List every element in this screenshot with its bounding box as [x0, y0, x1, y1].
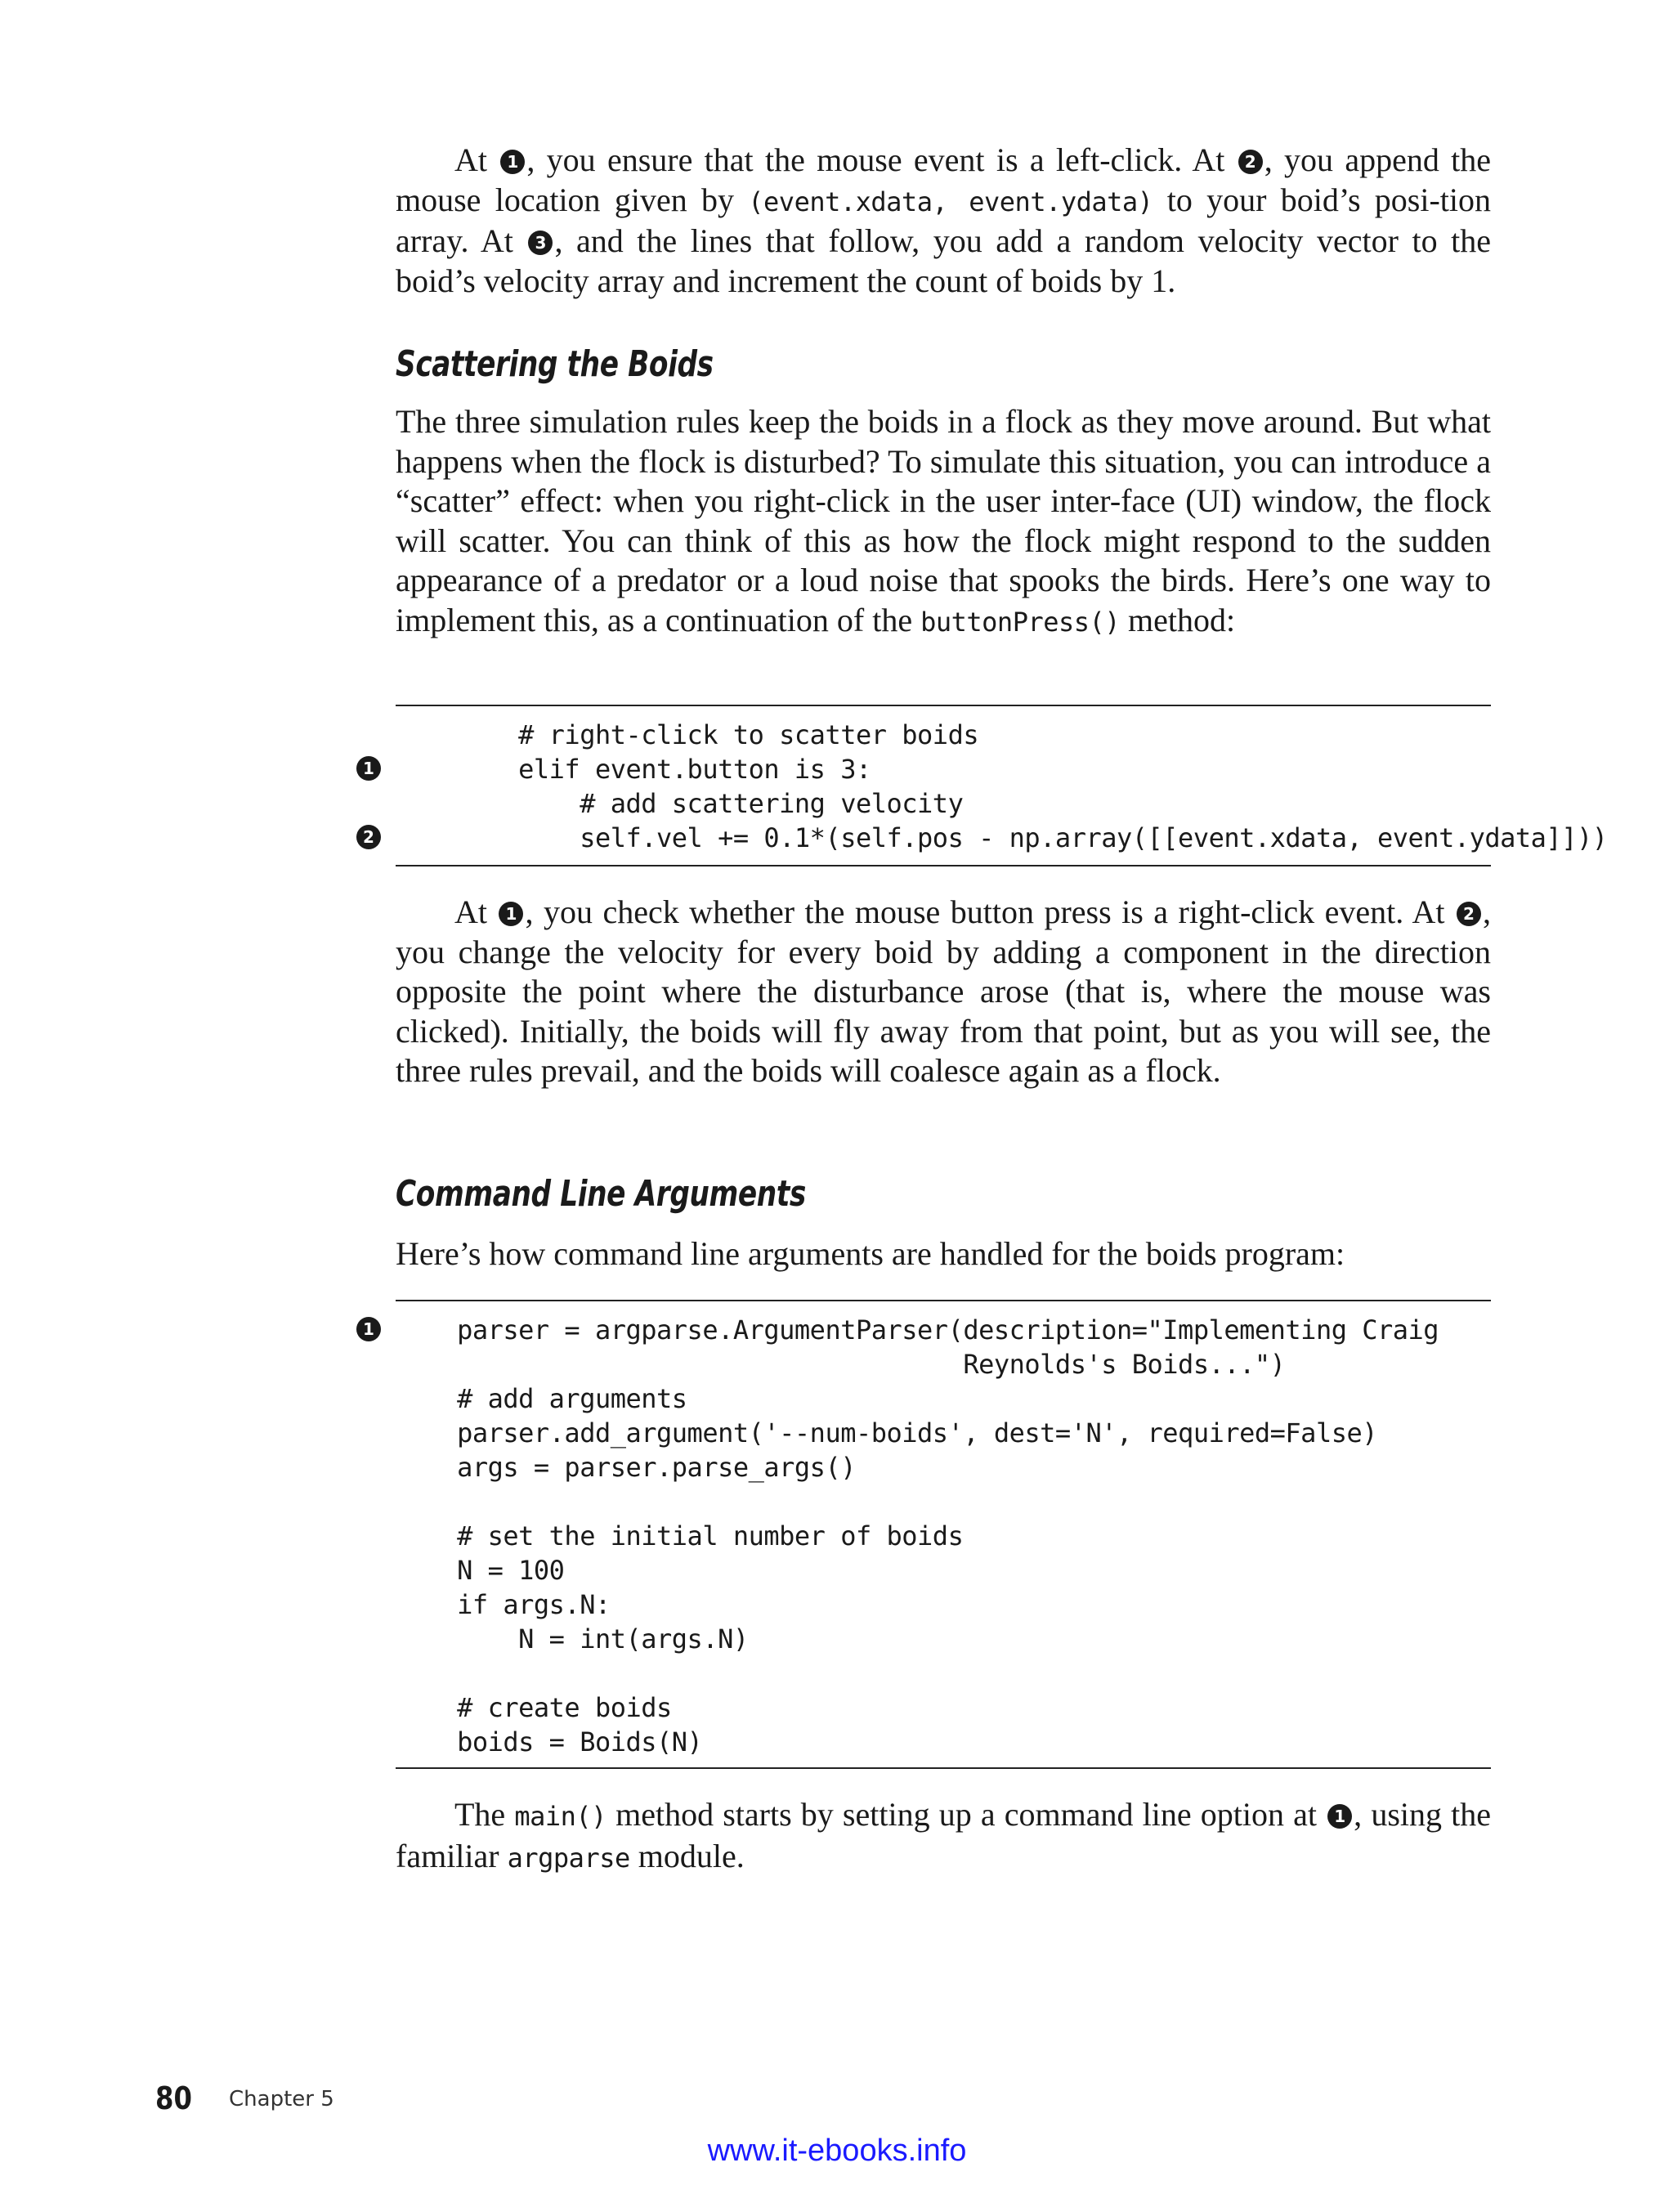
inline-code: buttonPress()	[920, 606, 1121, 638]
section-heading-command-line: Command Line Arguments	[396, 1173, 806, 1215]
inline-code: (event.xdata, event.ydata)	[748, 186, 1153, 217]
code-line: parser.add_argument('--num-boids', dest='N', required=False)	[396, 1417, 1377, 1449]
paragraph-main-method	[396, 1795, 1491, 1878]
code-line: # set the initial number of boids	[396, 1520, 964, 1552]
code-callout-marker: 2	[356, 825, 381, 849]
paragraph-scatter-explain	[396, 893, 1491, 1091]
code-rule-bottom	[396, 1767, 1491, 1769]
callout-marker: 1	[500, 150, 525, 174]
code-line: self.vel += 0.1*(self.pos - np.array([[event.xdata, event.ydata]]))	[396, 822, 1608, 853]
code-line: # add arguments	[396, 1383, 687, 1414]
inline-code: argparse	[507, 1842, 630, 1874]
paragraph-text: At 1 , you check whether the mouse button press is a right-click event. At 2 , you change the velocity for every boid by adding a component in the direction opposite the point where the disturbance arose (that is, where the mouse was clicked). Initially, the boids will fly away from that point, but as you will see, the three rules prevail, and the boids will coalesce again as a flock.	[396, 893, 1491, 1089]
callout-marker: 2	[1238, 150, 1263, 174]
callout-marker: 1	[1327, 1804, 1352, 1829]
page-number: 80	[155, 2080, 192, 2116]
code-line: # right-click to scatter boids	[396, 719, 979, 750]
paragraph-text: At 1 , you ensure that the mouse event is a left-click. At 2 , you append the mouse location given by (event.xdata, event.ydata) to your boid’s posi-tion array. At 3 , and the lines that follow, you add a random velocity vector to the boid’s velocity array and increment the count of boids by 1.	[396, 141, 1492, 299]
code-line: if args.N:	[396, 1589, 611, 1620]
code-line: elif event.button is 3:	[396, 754, 871, 785]
code-line: N = 100	[396, 1555, 565, 1586]
paragraph-args-intro	[396, 1234, 1491, 1274]
code-line: # create boids	[396, 1692, 672, 1723]
paragraph-text: The three simulation rules keep the boids in a flock as they move around. But what happens when the flock is disturbed? To simulate this situation, you can introduce a “scatter” effect: when you right-click in the user inter-face (UI) window, the flock will scatter. You can think of this as how the flock might respond to the sudden appearance of a predator or a loud noise that spooks the birds. Here’s one way to implement this, as a continuation of the buttonPress() method:	[396, 403, 1491, 638]
callout-marker: 3	[528, 231, 553, 255]
code-line: args = parser.parse_args()	[396, 1452, 856, 1483]
code-callout-marker: 1	[356, 1317, 381, 1341]
code-rule-top	[396, 705, 1491, 706]
paragraph-text: The main() method starts by setting up a command line option at 1 , using the familiar argparse module.	[396, 1796, 1492, 1874]
callout-marker: 2	[1457, 902, 1481, 926]
source-link[interactable]: www.it-ebooks.info	[707, 2134, 967, 2168]
code-line: parser = argparse.ArgumentParser(description="Implementing Craig	[396, 1314, 1439, 1346]
paragraph-text: Here’s how command line arguments are handled for the boids program:	[396, 1235, 1345, 1272]
section-heading-scattering: Scattering the Boids	[396, 343, 714, 385]
code-rule-top	[396, 1300, 1491, 1301]
inline-code: main()	[514, 1801, 606, 1832]
code-line: # add scattering velocity	[396, 788, 964, 819]
code-line: boids = Boids(N)	[396, 1726, 703, 1758]
code-callout-marker: 1	[356, 756, 381, 781]
callout-marker: 1	[499, 902, 523, 926]
code-line: N = int(args.N)	[396, 1623, 749, 1655]
paragraph-intro	[396, 141, 1491, 301]
paragraph-scatter	[396, 402, 1491, 642]
code-line: Reynolds's Boids...")	[396, 1349, 1286, 1380]
code-rule-bottom	[396, 865, 1491, 866]
chapter-label: Chapter 5	[229, 2087, 334, 2111]
